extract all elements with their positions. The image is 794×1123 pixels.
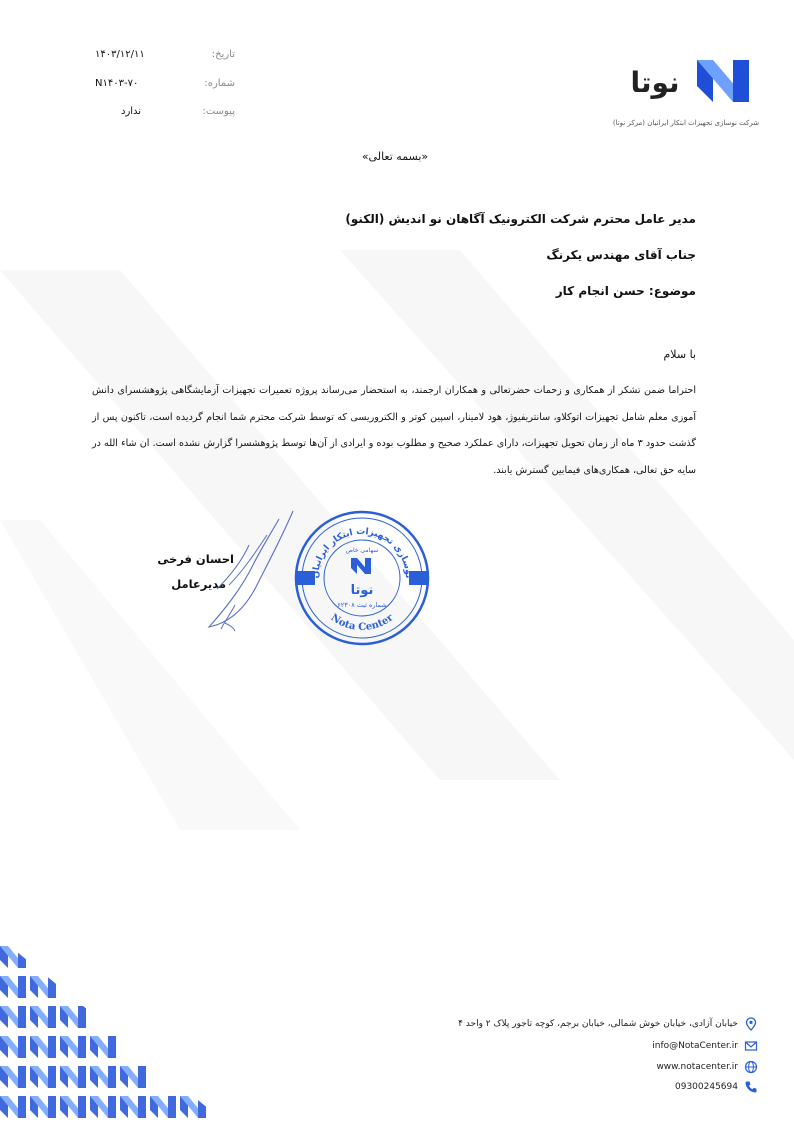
company-subtitle: شرکت نوسازی تجهیزات ابتکار ایرانیان (مرکز نوتا) [612, 119, 760, 127]
stamp-company-type: سهامی خاص [345, 547, 379, 554]
email-text[interactable]: info@NotaCenter.ir [652, 1041, 738, 1051]
subject-line: موضوع: حسن انجام کار [555, 284, 696, 298]
stamp-brand: نوتا [350, 583, 374, 598]
logo-n-mark [697, 60, 749, 102]
footer-email [652, 1039, 758, 1055]
date-label: تاریخ: [211, 49, 235, 60]
footer-website [656, 1060, 758, 1076]
meta-number [95, 78, 235, 94]
stamp-registration: شماره ثبت ۶۲۳۰۸ [337, 601, 387, 609]
location-pin-icon [744, 1017, 758, 1031]
greeting: با سلام [663, 348, 696, 361]
address-text: خیابان آزادی، خیابان خوش شمالی، خیابان برجم، کوچه تاجور پلاک ۲ واحد ۴ [458, 1019, 738, 1029]
signer-name: احسان فرخی [157, 552, 234, 566]
footer-address [458, 1017, 758, 1033]
stamp-logo-mark [351, 558, 371, 574]
decorative-pattern [0, 938, 226, 1123]
globe-icon [744, 1060, 758, 1074]
meta-attachment [95, 106, 235, 122]
number-value: N۱۴۰۳-۷۰ [95, 78, 139, 89]
attention-line: جناب آقای مهندس یکرنگ [546, 248, 696, 262]
phone-icon [744, 1080, 758, 1094]
attachment-value: ندارد [121, 106, 142, 117]
signer-title: مدیرعامل [171, 577, 226, 591]
stamp-top-text: نوسازی تجهیزات ابتکار ایرانیان [310, 526, 414, 579]
stamp-english: Nota Center [328, 612, 396, 634]
date-value: ۱۴۰۳/۱۲/۱۱ [95, 49, 145, 60]
number-label: شماره: [204, 78, 235, 89]
logo-text: نوتا [630, 66, 680, 99]
meta-date [95, 49, 235, 65]
company-stamp [292, 508, 432, 648]
letter-body: احتراما ضمن تشکر از همکاری و زحمات حضرتعالی و همکاران ارجمند، به استحضار می‌رساند پروژه تعمیرات تجهیزات آزمایشگاهی پژوهشسرای دانش آموزی معلم شامل تجهیزات اتوکلاو، سانتریفیوژ، هود لامینار، اسپین کوتر و الکتروریسی که توسط شرکت محترم شما انجام گردیده است، تاکنون پس از گذشت حدود ۳ ماه از زمان تحویل تجهیزات، دارای عملکرد صحیح و مطلوب بوده و ایرادی از آن‌ها توسط پژوهشسرا گزارش نشده است. ان شاء الله در سایه حق تعالی، همکاری‌های فیمابین گسترش یابند. [92, 385, 696, 476]
mail-icon [744, 1039, 758, 1053]
recipient-line: مدیر عامل محترم شرکت الکترونیک آگاهان نو اندیش (الکنو) [345, 212, 696, 226]
attachment-label: پیوست: [202, 106, 235, 117]
handwritten-signature [195, 505, 305, 645]
footer-phone [675, 1080, 758, 1096]
website-text[interactable]: www.notacenter.ir [656, 1062, 738, 1072]
bismillah: «بسمه تعالی» [361, 150, 429, 163]
phone-text[interactable]: 09300245694 [675, 1082, 738, 1092]
